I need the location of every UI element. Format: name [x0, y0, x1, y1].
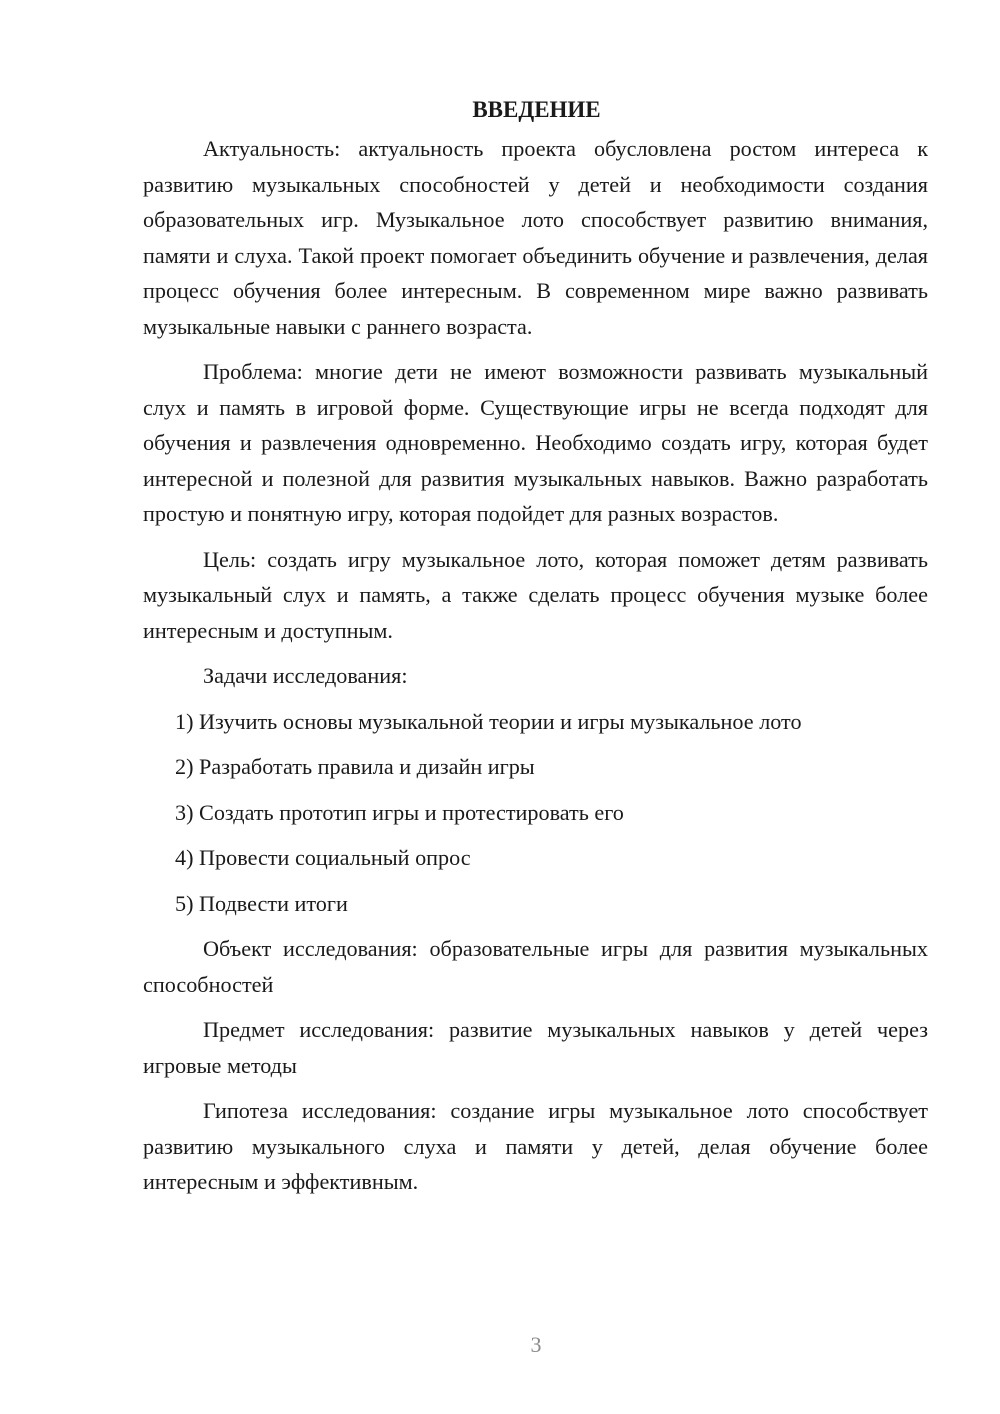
- paragraph-relevance: Актуальность: актуальность проекта обусловлена ростом интереса к развитию музыкальных способностей у детей и необходимости создания образовательных игр. Музыкальное лото способствует развитию внимания, памяти и слуха. Такой проект помогает объединить обучение и развлечения, делая процесс обучения более интересным. В современном мире важно развивать музыкальные навыки с раннего возраста.: [143, 136, 928, 339]
- paragraph-subject: Предмет исследования: развитие музыкальных навыков у детей через игровые методы: [143, 1017, 928, 1078]
- paragraph-hypothesis: Гипотеза исследования: создание игры музыкальное лото способствует развитию музыкального слуха и памяти у детей, делая обучение более интересным и эффективным.: [143, 1098, 928, 1194]
- task-list: [143, 704, 928, 922]
- task-item: 1) Изучить основы музыкальной теории и игры музыкальное лото: [175, 708, 802, 734]
- page-number: 3: [530, 1332, 542, 1357]
- task-item: 3) Создать прототип игры и протестировать его: [175, 799, 624, 825]
- paragraph-object: Объект исследования: образовательные игры для развития музыкальных способностей: [143, 936, 928, 997]
- task-item: 4) Провести социальный опрос: [175, 845, 471, 870]
- task-item: 2) Разработать правила и дизайн игры: [175, 754, 535, 779]
- document-page: [143, 93, 928, 1210]
- tasks-title: Задачи исследования:: [203, 663, 408, 688]
- section-heading: ВВЕДЕНИЕ: [472, 97, 601, 122]
- paragraph-goal: Цель: создать игру музыкальное лото, которая поможет детям развивать музыкальный слух и память, а также сделать процесс обучения музыке более интересным и доступным.: [143, 546, 928, 643]
- task-item: 5) Подвести итоги: [175, 890, 348, 916]
- paragraph-problem: Проблема: многие дети не имеют возможности развивать музыкальный слух и память в игровой форме. Существующие игры не всегда подходят для обучения и развлечения одновременно. Необходимо создать игру, которая будет интересной и полезной для развития музыкальных навыков. Важно разработать простую и понятную игру, которая подойдет для разных возрастов.: [143, 359, 928, 526]
